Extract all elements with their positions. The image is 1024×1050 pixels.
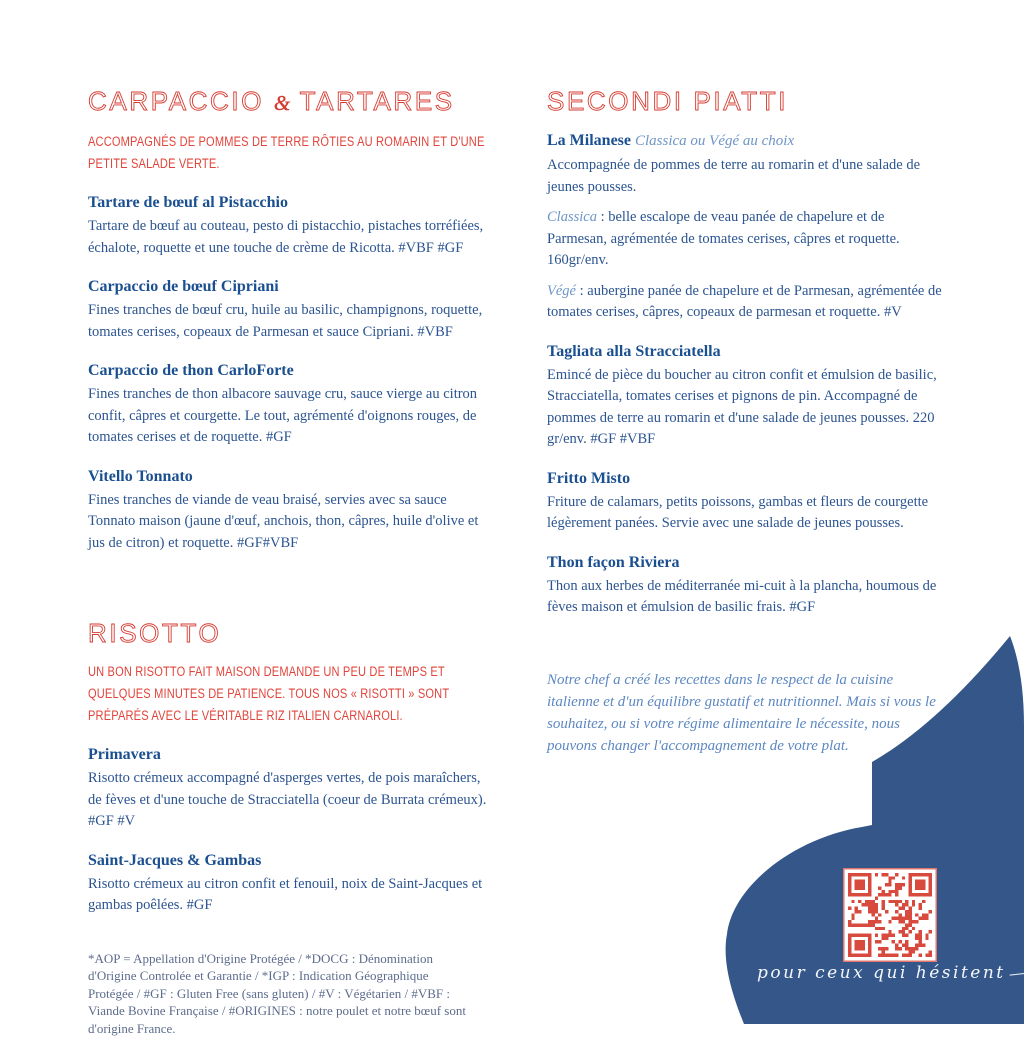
section-heading-carpaccio <box>88 86 488 118</box>
menu-item-desc: Risotto crémeux au citron confit et fenouil, noix de Saint-Jacques et gambas poêlées. #GF <box>88 875 483 913</box>
qr-code <box>843 868 937 962</box>
qr-caption <box>757 963 1017 983</box>
variant-vege <box>547 281 947 324</box>
menu-item <box>88 744 488 833</box>
menu-item-title: Vitello Tonnato <box>88 467 193 485</box>
menu-item-desc: Tartare de bœuf au couteau, pesto di pistacchio, pistaches torréfiées, échalote, roquette et une touche de crème de Ricotta. #VBF #GF <box>88 218 484 256</box>
menu-item-title: Primavera <box>88 746 161 763</box>
menu-item-title-text: La Milanese <box>547 132 631 149</box>
menu-item-desc: Fines tranches de thon albacore sauvage cru, sauce vierge au citron confit, câpres et courgette. Le tout, agrémenté d'oignons rouges, de tomates cerises et de roquette. #GF <box>88 386 478 445</box>
menu-item <box>547 130 947 324</box>
legend-footnote: *AOP = Appellation d'Origine Protégée / *DOCG : Dénomination d'Origine Controlée et Garantie / *IGP : Indication Géographique Protégée / #GF : Gluten Free (sans gluten) / #V : Végétarien / #VBF : Viande Bovine Française / #ORIGINES : notre poulet et notre bœuf sont d'origine France. <box>88 950 466 1036</box>
heading-text: CARPACCIO <box>88 86 265 116</box>
menu-item <box>88 276 488 343</box>
variant-label: Classica <box>547 209 597 225</box>
variant-text: belle escalope de veau panée de chapelure et de Parmesan, agrémentée de tomates cerises, câpres et roquette. 160gr/env. <box>547 209 900 268</box>
menu-item-desc: Fines tranches de bœuf cru, huile au basilic, champignons, roquette, tomates cerises, copeaux de Parmesan et sauce Cipriani. #VBF <box>88 302 483 340</box>
menu-item-desc: Fines tranches de viande de veau braisé, servies avec sa sauce Tonnato maison (jaune d'œuf, anchois, thon, câpres, huile d'olive et jus de citron) et roquette. #GF#VBF <box>88 491 479 551</box>
variant-separator: : <box>575 282 588 299</box>
variant-label: Végé <box>547 282 576 299</box>
section-intro: ACCOMPAGNÉS DE POMMES DE TERRE RÔTIES AU ROMARIN ET D'UNE PETITE SALADE VERTE. <box>88 134 485 171</box>
menu-item-subtitle: Classica ou Végé au choix <box>635 133 795 149</box>
menu-item-title: Carpaccio de thon CarloForte <box>88 362 294 379</box>
menu-item-title <box>547 130 947 152</box>
menu-item-title: Saint-Jacques & Gambas <box>88 851 262 869</box>
variant-separator: : <box>596 209 609 225</box>
variant-text: aubergine panée de chapelure et de Parmesan, agrémentée de tomates cerises, câpres, copeaux de parmesan et roquette. #V <box>547 282 942 320</box>
menu-item-title: Tagliata alla Stracciatella <box>547 342 721 360</box>
section-heading-secondi-piatti: SECONDI PIATTI <box>547 86 789 116</box>
menu-item-desc: Friture de calamars, petits poissons, gambas et fleurs de courgette légèrement panées. Servie avec une salade de jeunes pousses. <box>547 493 929 531</box>
menu-item <box>88 466 488 555</box>
menu-item-title: Thon façon Riviera <box>547 553 680 571</box>
section-risotto <box>88 618 488 917</box>
menu-item-title: Fritto Misto <box>547 469 631 487</box>
menu-item <box>547 468 947 535</box>
menu-item-desc: Thon aux herbes de méditerranée mi-cuit à la plancha, houmous de fèves maison et émulsion de basilic frais. #GF <box>547 577 937 615</box>
menu-item-desc: Accompagnée de pommes de terre au romarin et d'une salade de jeunes pousses. <box>547 157 921 195</box>
menu-item <box>88 850 488 917</box>
menu-item-title: Carpaccio de bœuf Cipriani <box>88 278 279 295</box>
right-column <box>547 86 947 772</box>
variant-classica <box>547 207 947 272</box>
ampersand-glyph: & <box>273 91 291 115</box>
menu-item <box>547 341 947 451</box>
section-heading-risotto: RISOTTO <box>88 618 222 648</box>
section-intro: UN BON RISOTTO FAIT MAISON DEMANDE UN PEU DE TEMPS ET QUELQUES MINUTES DE PATIENCE. TOUS NOS « RISOTTI » SONT PRÉPARÉS AVEC LE VÉRITABLE RIZ ITALIEN CARNAROLI. <box>88 664 450 723</box>
menu-item-desc: Emincé de pièce du boucher au citron confit et émulsion de basilic, Stracciatella, tomates cerises et pignons de pin. Accompagné de pommes de terre au romarin et d'une salade de jeunes pousses. 220 gr/env. #GF #VBF <box>547 366 937 447</box>
menu-item <box>88 192 488 259</box>
menu-item-desc: Risotto crémeux accompagné d'asperges vertes, de pois maraîchers, de fèves et d'une touche de Stracciatella (coeur de Burrata crémeux). #GF #V <box>88 770 487 829</box>
chef-note: Notre chef a créé les recettes dans le respect de la cuisine italienne et d'un équilibre gustatif et nutritionnel. Mais si vous le souhaitez, ou si votre régime alimentaire le nécessite, nous pouvons changer l'accompagnement de votre plat. <box>547 671 936 754</box>
menu-item <box>547 552 947 619</box>
heading-text: TARTARES <box>299 86 455 116</box>
section-carpaccio-tartares <box>88 86 488 554</box>
qr-caption-text: pour ceux qui hésitent <box>757 963 1006 983</box>
menu-item <box>88 360 488 449</box>
menu-item-title: Tartare de bœuf al Pistacchio <box>88 194 288 211</box>
left-column <box>88 86 488 1050</box>
qr-code-pattern <box>848 873 932 957</box>
